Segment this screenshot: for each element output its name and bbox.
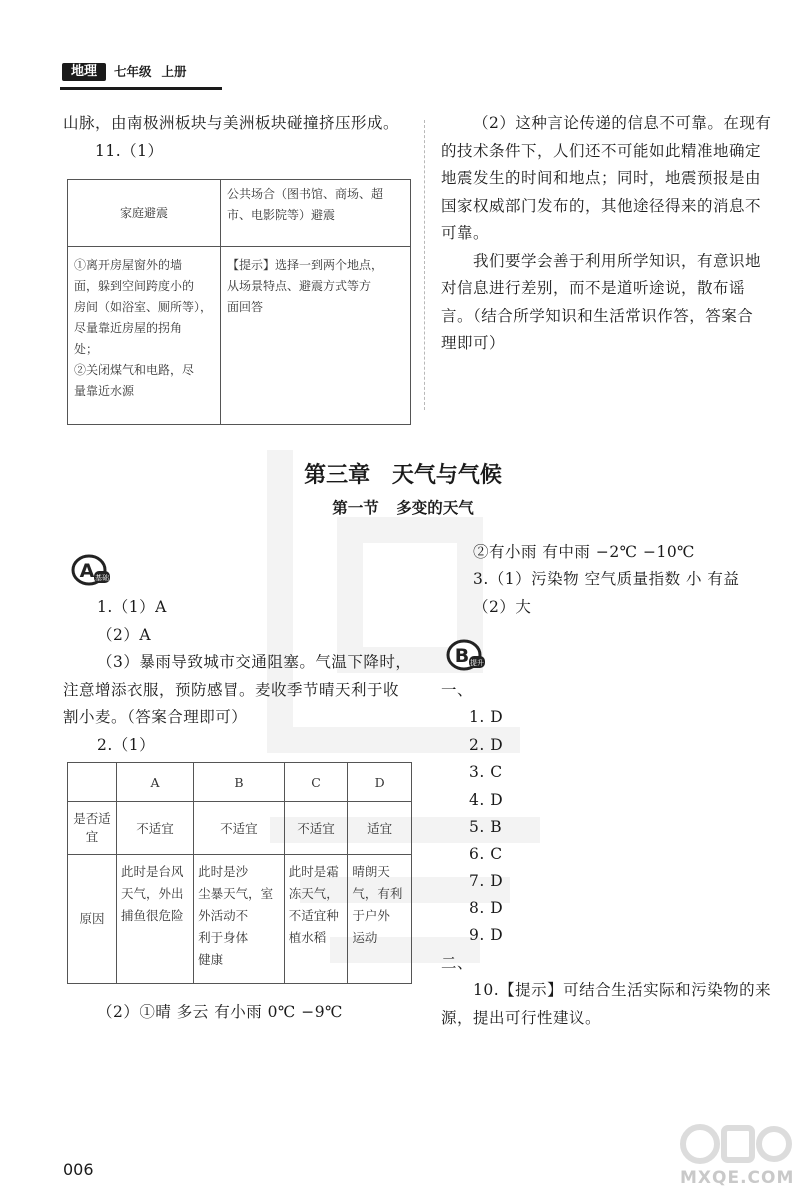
lb-line: 2.（1） bbox=[97, 736, 156, 754]
answer-item: 2. D bbox=[469, 736, 504, 754]
header-public-line-1: 公共场合（图书馆、商场、超 bbox=[227, 187, 384, 201]
col-header: B bbox=[194, 763, 285, 802]
earthquake-table bbox=[67, 179, 411, 425]
reason-line: 于户外 bbox=[352, 908, 390, 923]
reason-line: 不适宜种 bbox=[288, 908, 339, 923]
rb-line: ②有小雨 有中雨 −2℃ −10℃ bbox=[473, 543, 696, 561]
reason-line: 晴朗天 bbox=[352, 864, 390, 879]
reason-line: 尘暴天气，室 bbox=[198, 886, 274, 901]
volume-label: 上册 bbox=[161, 64, 187, 79]
reason-cell-b bbox=[194, 855, 285, 984]
reason-line: 气，有利 bbox=[352, 886, 403, 901]
header-public-line-2: 市、电影院等）避震 bbox=[227, 208, 336, 222]
rt-line: 我们要学会善于利用所学知识，有意识地 bbox=[473, 252, 762, 270]
reason-line: 冻天气， bbox=[288, 886, 339, 901]
answer-item: 7. D bbox=[469, 872, 504, 890]
public-line: 面回答 bbox=[227, 300, 264, 314]
rt-line: 可靠。 bbox=[441, 224, 490, 242]
col-header: C bbox=[284, 763, 348, 802]
rt-line: 国家权威部门发布的，其他途径得来的消息不 bbox=[441, 197, 762, 215]
home-line: 处； bbox=[74, 342, 99, 356]
q11-label: 11.（1） bbox=[95, 142, 164, 160]
level-a-tag: 基础 bbox=[95, 574, 109, 582]
suitable-cell: 不适宜 bbox=[117, 802, 194, 855]
lb-line: （3）暴雨导致城市交通阻塞。气温下降时， bbox=[97, 653, 412, 671]
reason-line: 植水稻 bbox=[288, 930, 327, 945]
rt-line: 言。（结合所学知识和生活常识作答，答案合 bbox=[441, 307, 754, 325]
suitable-cell: 不适宜 bbox=[284, 802, 348, 855]
section-title: 第一节 多变的天气 bbox=[332, 499, 474, 517]
header-grade-volume bbox=[114, 63, 187, 81]
level-b-badge bbox=[445, 638, 485, 674]
reason-line: 此时是沙 bbox=[198, 864, 249, 879]
lb-line: 注意增添衣服，预防感冒。麦收季节晴天利于收 bbox=[63, 681, 400, 699]
reason-line: 此时是台风 bbox=[121, 864, 184, 879]
home-line: 面，躲到空间跨度小的 bbox=[74, 279, 195, 293]
public-line: 【提示】选择一到两个地点， bbox=[227, 258, 384, 272]
home-line: 尽量靠近房屋的拐角 bbox=[74, 321, 183, 335]
level-a-badge bbox=[70, 553, 110, 589]
answer-item: 8. D bbox=[469, 899, 504, 917]
level-a-letter: A bbox=[79, 560, 95, 582]
rt-line: （2）这种言论传递的信息不可靠。在现有 bbox=[473, 114, 772, 132]
home-line: ①离开房屋窗外的墙 bbox=[74, 258, 183, 272]
header-home-refuge: 家庭避震 bbox=[68, 180, 221, 247]
col-header: D bbox=[348, 763, 412, 802]
rb-line: （2）大 bbox=[473, 598, 532, 616]
reason-cell-c bbox=[284, 855, 348, 984]
answer-item: 4. D bbox=[469, 791, 504, 809]
grade-label: 七年级 bbox=[114, 64, 152, 79]
column-divider bbox=[424, 120, 425, 410]
answer-item: 5. B bbox=[469, 818, 503, 836]
row-label-suitable: 是否适宜 bbox=[68, 802, 117, 855]
reason-line: 利于身体 bbox=[198, 930, 249, 945]
reason-cell-a bbox=[117, 855, 194, 984]
lb-line: 割小麦。（答案合理即可） bbox=[63, 708, 248, 726]
header-rule bbox=[60, 87, 222, 90]
corner-cell bbox=[68, 763, 117, 802]
part-one-heading: 一、 bbox=[441, 681, 474, 699]
reason-line: 天气，外出 bbox=[121, 886, 184, 901]
col-header: A bbox=[117, 763, 194, 802]
continued-line: 山脉，由南极洲板块与美洲板块碰撞挤压形成。 bbox=[63, 114, 400, 132]
level-b-letter: B bbox=[454, 645, 470, 667]
rb-line: 3.（1）污染物 空气质量指数 小 有益 bbox=[473, 570, 740, 588]
header-public-refuge bbox=[221, 180, 411, 247]
reason-line: 健康 bbox=[198, 952, 224, 967]
reason-line: 外活动不 bbox=[198, 908, 249, 923]
home-line: 房间（如浴室、厕所等）， bbox=[74, 300, 213, 314]
level-b-tag: 提升 bbox=[470, 659, 484, 667]
lb-after-table: （2）①晴 多云 有小雨 0℃ −9℃ bbox=[97, 1003, 343, 1021]
suitable-cell: 不适宜 bbox=[194, 802, 285, 855]
home-line: ②关闭煤气和电路，尽 bbox=[74, 363, 195, 377]
public-line: 从场景特点、避震方式等方 bbox=[227, 279, 372, 293]
suitable-cell: 适宜 bbox=[348, 802, 412, 855]
home-line: 量靠近水源 bbox=[74, 384, 135, 398]
rt-line: 地震发生的时间和地点；同时，地震预报是由 bbox=[441, 169, 762, 187]
lb-line: （2）A bbox=[97, 626, 152, 644]
part-two-heading: 二、 bbox=[441, 954, 474, 972]
watermark-site: MXQE.COM bbox=[680, 1168, 795, 1188]
answer-item: 9. D bbox=[469, 926, 504, 944]
home-refuge-cell bbox=[68, 247, 221, 425]
subject-badge: 地理 bbox=[62, 63, 106, 81]
q10-line: 10.【提示】可结合生活实际和污染物的来 bbox=[473, 981, 772, 999]
reason-cell-d bbox=[348, 855, 412, 984]
reason-line: 捕鱼很危险 bbox=[121, 908, 184, 923]
row-label-reason: 原因 bbox=[68, 855, 117, 984]
weather-table bbox=[67, 762, 412, 984]
answer-item: 6. C bbox=[469, 845, 503, 863]
rt-line: 对信息进行差别，而不是道听途说，散布谣 bbox=[441, 279, 746, 297]
reason-line: 运动 bbox=[352, 930, 378, 945]
rt-line: 的技术条件下，人们还不可能如此精准地确定 bbox=[441, 142, 762, 160]
answer-item: 1. D bbox=[469, 708, 504, 726]
public-refuge-cell bbox=[221, 247, 411, 425]
chapter-title: 第三章 天气与气候 bbox=[304, 463, 502, 488]
rt-line: 理即可） bbox=[441, 334, 506, 352]
lb-line: 1.（1）A bbox=[97, 598, 167, 616]
answer-item: 3. C bbox=[469, 763, 503, 781]
page-number: 006 bbox=[63, 1160, 94, 1179]
reason-line: 此时是霜 bbox=[288, 864, 339, 879]
q10-line: 源，提出可行性建议。 bbox=[441, 1009, 602, 1027]
